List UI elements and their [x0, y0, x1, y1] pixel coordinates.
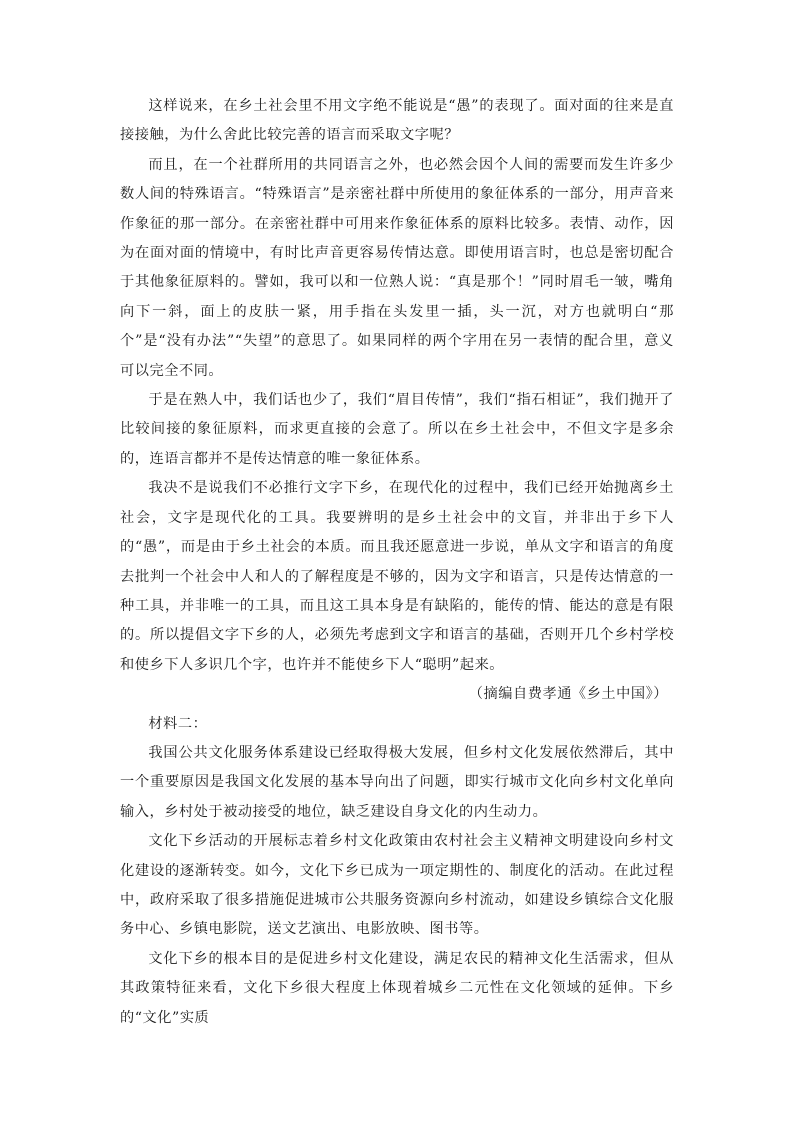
paragraph-7: 文化下乡的根本目的是促进乡村文化建设，满足农民的精神文化生活需求，但从其政策特征来看，文化下乡很大程度上体现着城乡二元性在文化领域的延伸。下乡的“文化”实质 [120, 950, 674, 1026]
source-citation: （摘编自费孝通《乡土中国》） [468, 686, 668, 703]
document-page [120, 92, 674, 1033]
paragraph-5: 我国公共文化服务体系建设已经取得极大发展，但乡村文化发展依然滞后，其中一个重要原因是我国文化发展的基本导向出了问题，即实行城市文化向乡村文化单向输入，乡村处于被动接受的地位，缺乏建设自身文化的内生动力。 [120, 744, 674, 820]
paragraph-1: 这样说来，在乡土社会里不用文字绝不能说是“愚”的表现了。面对面的往来是直接接触，为什么舍此比较完善的语言而采取文字呢？ [120, 98, 674, 144]
material-two-heading: 材料二： [148, 715, 208, 732]
paragraph-2: 而且，在一个社群所用的共同语言之外，也必然会因个人间的需要而发生许多少数人间的特殊语言。“特殊语言”是亲密社群中所使用的象征体系的一部分，用声音来作象征的那一部分。在亲密社群中可用来作象征体系的原料比较多。表情、动作，因为在面对面的情境中，有时比声音更容易传情达意。即使用语言时，也总是密切配合于其他象征原料的。譬如，我可以和一位熟人说：“真是那个！”同时眉毛一皱，嘴角向下一斜，面上的皮肤一紧，用手指在头发里一插，头一沉，对方也就明白“那个”是“没有办法”“失望”的意思了。如果同样的两个字用在另一表情的配合里，意义可以完全不同。 [120, 156, 674, 379]
paragraph-4: 我决不是说我们不必推行文字下乡，在现代化的过程中，我们已经开始抛离乡土社会，文字是现代化的工具。我要辨明的是乡土社会中的文盲，并非出于乡下人的“愚”，而是由于乡土社会的本质。而且我还愿意进一步说，单从文字和语言的角度去批判一个社会中人和人的了解程度是不够的，因为文字和语言，只是传达情意的一种工具，并非唯一的工具，而且这工具本身是有缺陷的，能传的情、能达的意是有限的。所以提倡文字下乡的人，必须先考虑到文字和语言的基础，否则开几个乡村学校和使乡下人多识几个字，也许并不能使乡下人“聪明”起来。 [120, 480, 674, 673]
paragraph-6: 文化下乡活动的开展标志着乡村文化政策由农村社会主义精神文明建设向乡村文化建设的逐渐转变。如今，文化下乡已成为一项定期性的、制度化的活动。在此过程中，政府采取了很多措施促进城市公共服务资源向乡村流动，如建设乡镇综合文化服务中心、乡镇电影院，送文艺演出、电影放映、图书等。 [120, 833, 674, 938]
paragraph-3: 于是在熟人中，我们话也少了，我们“眉目传情”，我们“指石相证”，我们抛开了比较间接的象征原料，而求更直接的会意了。所以在乡土社会中，不但文字是多余的，连语言都并不是传达情意的唯一象征体系。 [120, 392, 674, 467]
